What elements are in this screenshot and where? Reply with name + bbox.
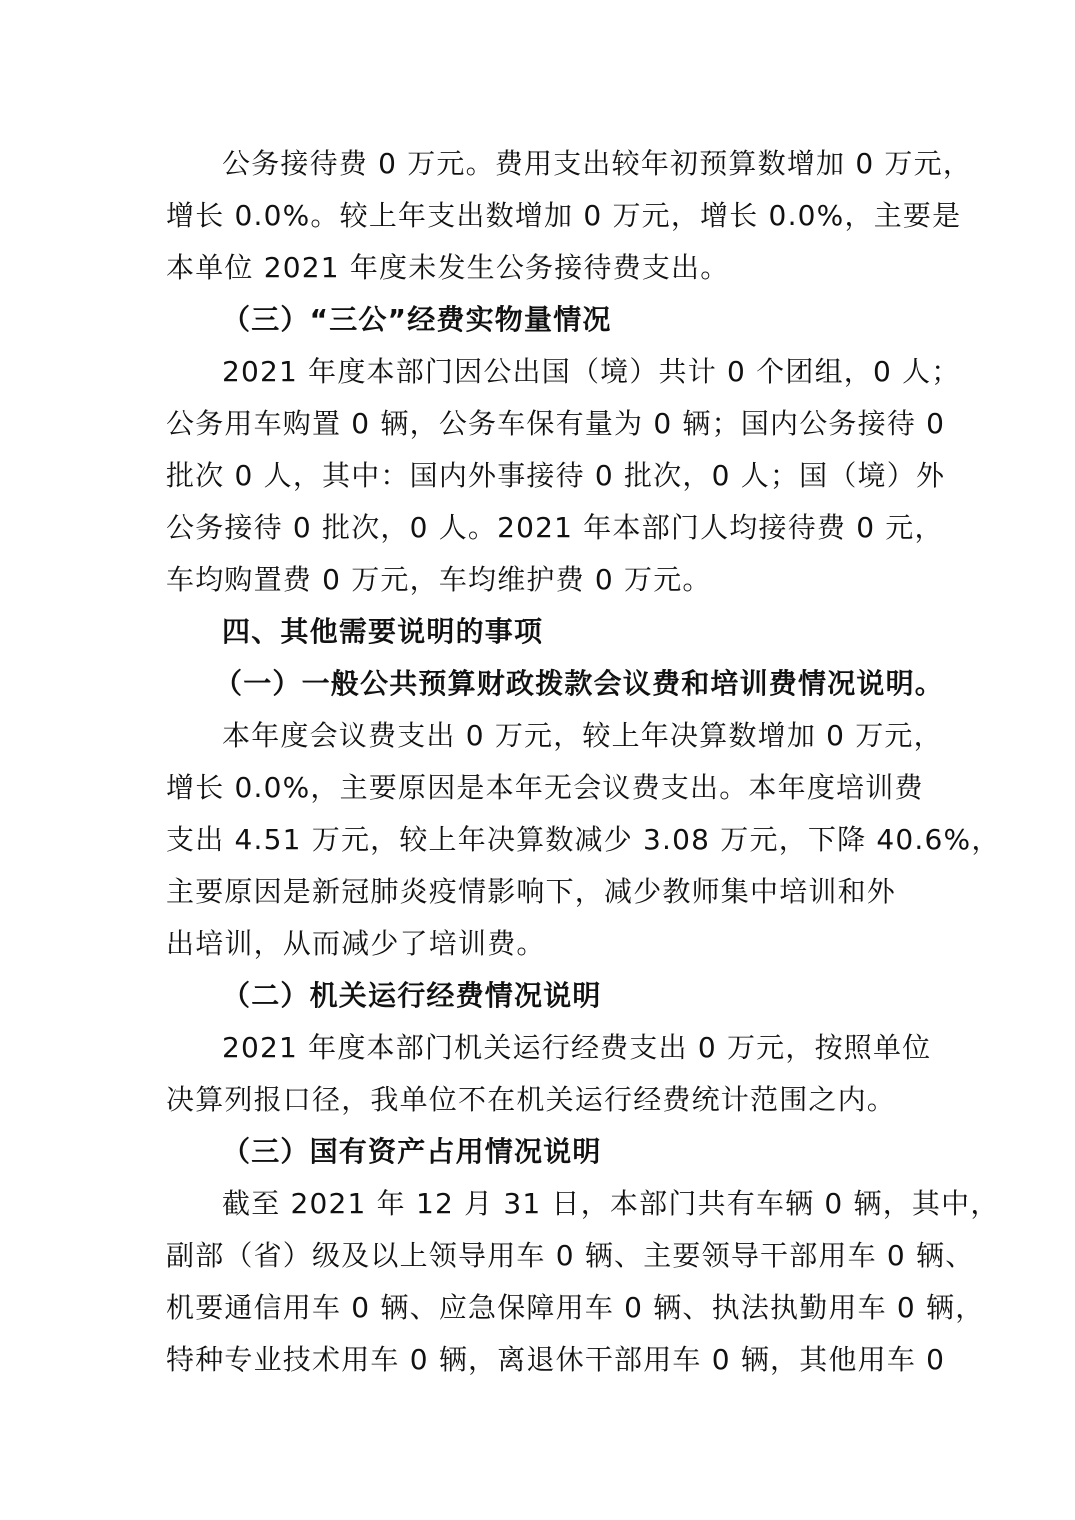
paragraph-line: 机要通信用车 0 辆、应急保障用车 0 辆、执法执勤用车 0 辆，	[166, 1291, 985, 1324]
paragraph-line: 公务接待费 0 万元。费用支出较年初预算数增加 0 万元，	[222, 147, 973, 180]
section-heading: 四、其他需要说明的事项	[222, 615, 544, 648]
section-heading: （三）“三公”经费实物量情况	[222, 303, 612, 336]
paragraph-line: 主要原因是新冠肺炎疫情影响下，减少教师集中培训和外	[166, 875, 897, 908]
section-heading: （三）国有资产占用情况说明	[222, 1135, 602, 1168]
paragraph-line: 特种专业技术用车 0 辆，离退休干部用车 0 辆，其他用车 0	[166, 1343, 946, 1376]
paragraph-line: 支出 4.51 万元，较上年决算数减少 3.08 万元，下降 40.6%，	[166, 823, 1001, 856]
paragraph-line: 批次 0 人，其中：国内外事接待 0 批次，0 人；国（境）外	[166, 459, 946, 492]
paragraph-line: 本单位 2021 年度未发生公务接待费支出。	[166, 251, 730, 284]
paragraph-line: 增长 0.0%，主要原因是本年无会议费支出。本年度培训费	[166, 771, 924, 804]
paragraph-line: 本年度会议费支出 0 万元，较上年决算数增加 0 万元，	[222, 719, 943, 752]
paragraph-line: 副部（省）级及以上领导用车 0 辆、主要领导干部用车 0 辆、	[166, 1239, 975, 1272]
paragraph-line: 2021 年度本部门机关运行经费支出 0 万元，按照单位	[222, 1031, 932, 1064]
paragraph-line: 车均购置费 0 万元，车均维护费 0 万元。	[166, 563, 712, 596]
paragraph-line: 公务接待 0 批次，0 人。2021 年本部门人均接待费 0 元，	[166, 511, 944, 544]
section-heading: （一）一般公共预算财政拨款会议费和培训费情况说明。	[214, 667, 945, 700]
section-heading: （二）机关运行经费情况说明	[222, 979, 602, 1012]
paragraph-line: 决算列报口径，我单位不在机关运行经费统计范围之内。	[166, 1083, 897, 1116]
paragraph-line: 截至 2021 年 12 月 31 日，本部门共有车辆 0 辆，其中，	[222, 1187, 1000, 1220]
paragraph-line: 2021 年度本部门因公出国（境）共计 0 个团组，0 人；	[222, 355, 961, 388]
paragraph-line: 公务用车购置 0 辆，公务车保有量为 0 辆；国内公务接待 0	[166, 407, 946, 440]
paragraph-line: 增长 0.0%。较上年支出数增加 0 万元，增长 0.0%，主要是	[166, 199, 962, 232]
paragraph-line: 出培训，从而减少了培训费。	[166, 927, 546, 960]
